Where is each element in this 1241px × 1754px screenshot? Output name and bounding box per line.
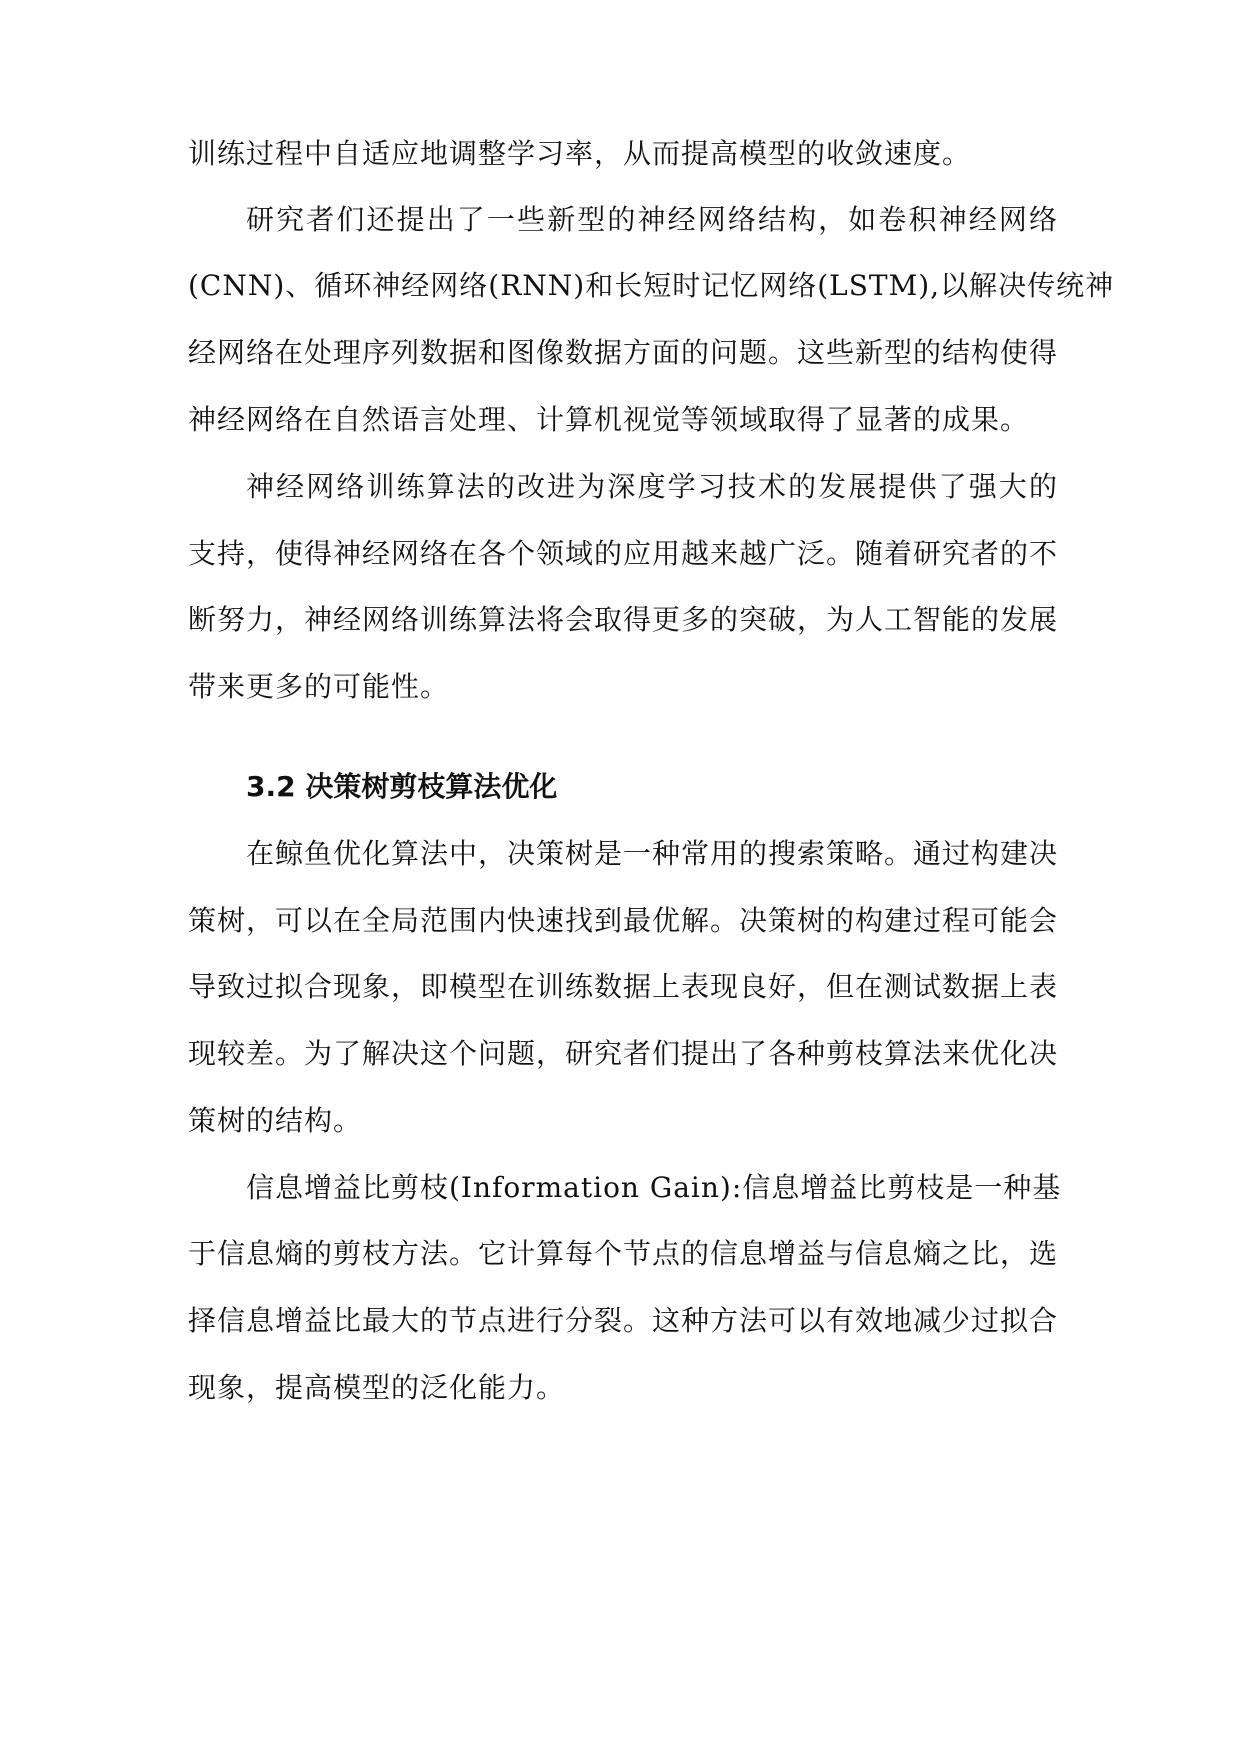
- paragraph-line: 策树的结构。: [188, 1104, 363, 1137]
- paragraph-line: 神经网络训练算法的改进为深度学习技术的发展提供了强大的: [246, 470, 1058, 503]
- section-heading: 3.2 决策树剪枝算法优化: [246, 770, 558, 803]
- paragraph-line: 于信息熵的剪枝方法。它计算每个节点的信息增益与信息熵之比，选: [188, 1237, 1059, 1270]
- paragraph-line: 断努力，神经网络训练算法将会取得更多的突破，为人工智能的发展: [188, 603, 1059, 636]
- paragraph-line: 带来更多的可能性。: [188, 670, 450, 703]
- paragraph-line: 策树，可以在全局范围内快速找到最优解。决策树的构建过程可能会: [188, 904, 1059, 937]
- paragraph-line: 现象，提高模型的泛化能力。: [188, 1371, 566, 1404]
- paragraph-line: 信息增益比剪枝(Information Gain):信息增益比剪枝是一种基: [246, 1171, 1062, 1204]
- paragraph-line: 择信息增益比最大的节点进行分裂。这种方法可以有效地减少过拟合: [188, 1304, 1059, 1337]
- paragraph-line: 训练过程中自适应地调整学习率，从而提高模型的收敛速度。: [188, 137, 972, 170]
- paragraph-line: 导致过拟合现象，即模型在训练数据上表现良好，但在测试数据上表: [188, 970, 1059, 1003]
- paragraph-line: 在鲸鱼优化算法中，决策树是一种常用的搜索策略。通过构建决: [246, 837, 1059, 870]
- paragraph-line: 神经网络在自然语言处理、计算机视觉等领域取得了显著的成果。: [188, 403, 1030, 436]
- paragraph-line: 支持，使得神经网络在各个领域的应用越来越广泛。随着研究者的不: [188, 537, 1059, 570]
- paragraph-line: 研究者们还提出了一些新型的神经网络结构，如卷积神经网络: [246, 203, 1058, 236]
- paragraph-line: 现较差。为了解决这个问题，研究者们提出了各种剪枝算法来优化决: [188, 1037, 1059, 1070]
- paragraph-line: (CNN)、循环神经网络(RNN)和长短时记忆网络(LSTM),以解决传统神: [188, 269, 1115, 302]
- paragraph-line: 经网络在处理序列数据和图像数据方面的问题。这些新型的结构使得: [188, 336, 1059, 369]
